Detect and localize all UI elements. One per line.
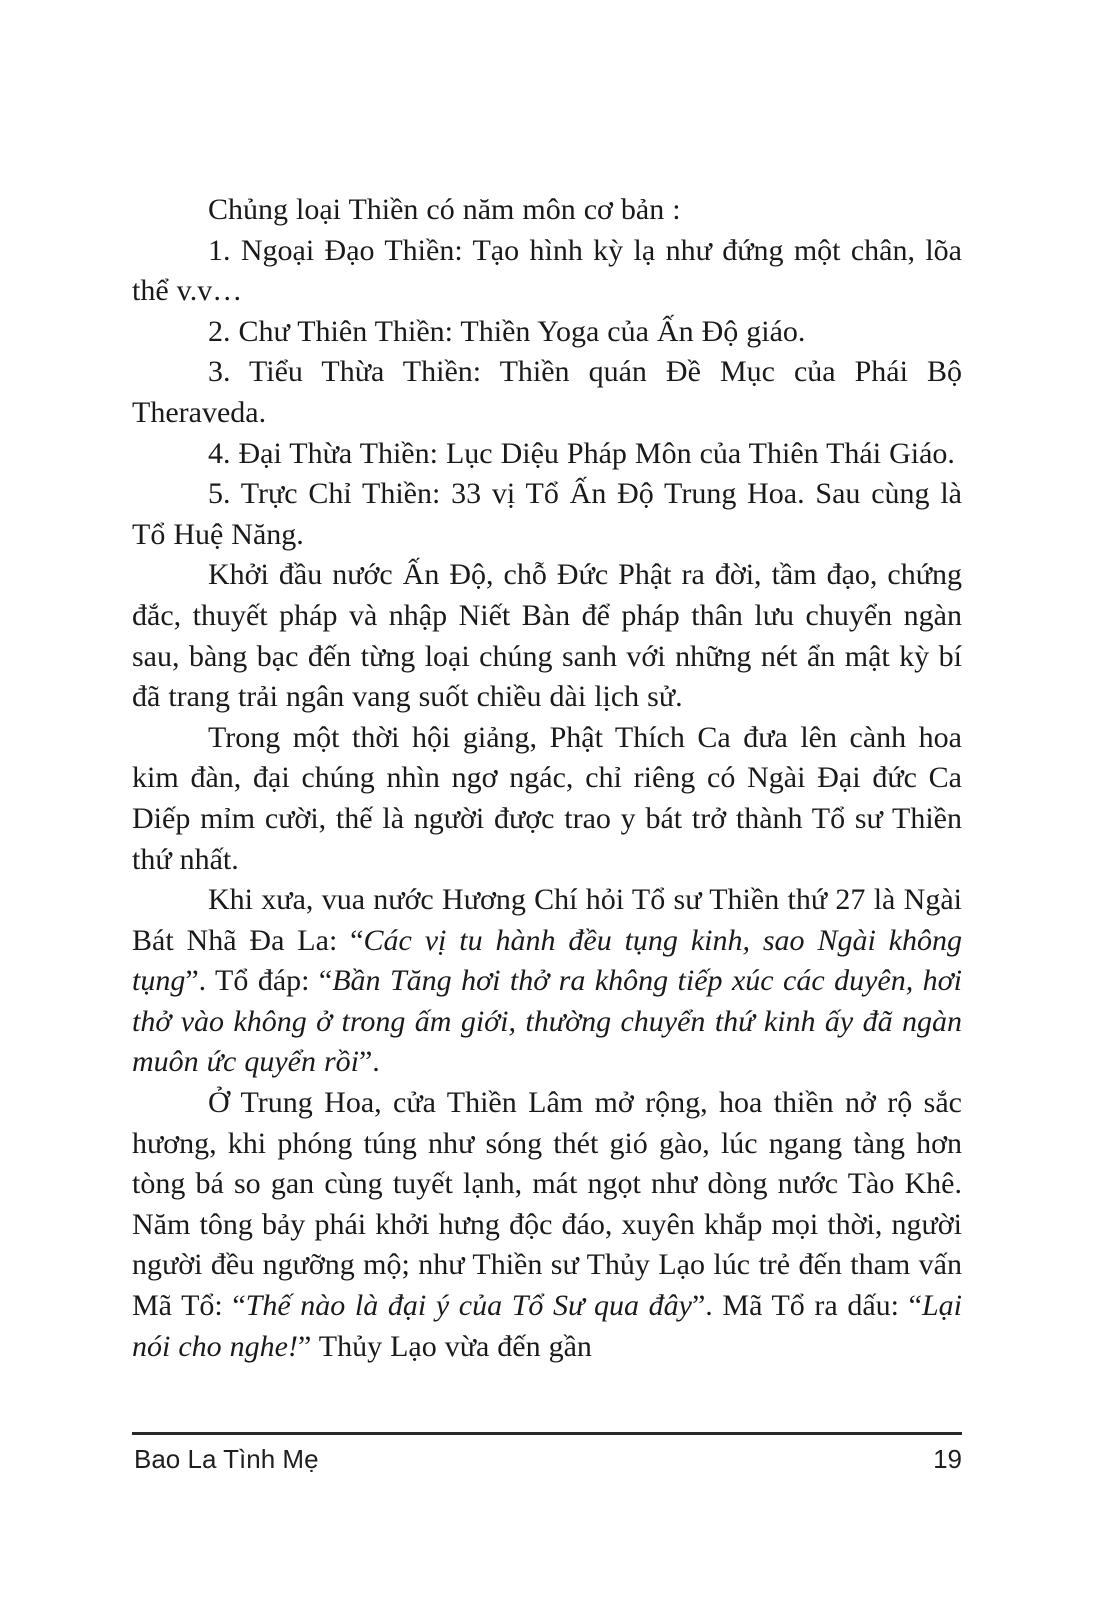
text-run: Khi xưa, vua nước Hương Chí hỏi Tổ sư Thiền thứ 27 là Ngài Bát Nhã Đa La: “ — [132, 883, 962, 957]
paragraph-china — [132, 1083, 962, 1367]
text-run: ”. Tổ đáp: “ — [185, 964, 333, 998]
book-title: Bao La Tình Mẹ — [134, 1444, 319, 1474]
page-body — [132, 190, 962, 1367]
quote-italic: Các vị tu hành đều tụng kinh, sao Ngài không tụng — [132, 923, 962, 998]
paragraph-prajnatara — [132, 880, 962, 1083]
quote-italic: Lại nói cho nghe! — [132, 1289, 962, 1363]
page-footer — [132, 1444, 962, 1484]
list-item-2: 2. Chư Thiên Thiền: Thiền Yoga của Ấn Độ giáo. — [208, 314, 806, 348]
list-item-1: 1. Ngoại Đạo Thiền: Tạo hình kỳ lạ như đứng một chân, lõa thể v.v… — [132, 233, 962, 308]
list-item-4: 4. Đại Thừa Thiền: Lục Diệu Pháp Môn của Thiên Thái Giáo. — [208, 436, 955, 470]
text-run: ”. Mã Tổ ra dấu: “ — [691, 1289, 922, 1323]
paragraph-flower-sermon: Trong một thời hội giảng, Phật Thích Ca đưa lên cành hoa kim đàn, đại chúng nhìn ngơ ngác, chỉ riêng có Ngài Đại đức Ca Diếp mỉm cười, thế là người được trao y bát trở thành Tổ sư Thiền thứ nhất. — [132, 720, 962, 876]
paragraph-intro: Chủng loại Thiền có năm môn cơ bản : — [208, 193, 681, 226]
quote-italic: Bần Tăng hơi thở ra không tiếp xúc các duyên, hơi thở vào không ở trong ấm giới, thường chuyển thứ kinh ấy đã ngàn muôn ức quyển rồi — [132, 964, 962, 1079]
list-item-3: 3. Tiểu Thừa Thiền: Thiền quán Đề Mục của Phái Bộ Theraveda. — [132, 355, 962, 429]
list-item-5: 5. Trực Chỉ Thiền: 33 vị Tổ Ấn Độ Trung Hoa. Sau cùng là Tổ Huệ Năng. — [132, 477, 962, 551]
text-run: Ở Trung Hoa, cửa Thiền Lâm mở rộng, hoa thiền nở rộ sắc hương, khi phóng túng như sóng thét gió gào, lúc ngang tàng hơn tòng bá so gan cùng tuyết lạnh, mát ngọt như dòng nước Tào Khê. Năm tông bảy phái khởi hưng độc đáo, xuyên khắp mọi thời, người người đều ngưỡng mộ; như Thiền sư Thủy Lạo lúc trẻ đến tham vấn Mã Tổ: “ — [132, 1086, 962, 1323]
footer-divider — [132, 1432, 962, 1435]
text-run: ”. — [358, 1045, 380, 1079]
paragraph-india: Khởi đầu nước Ấn Độ, chỗ Đức Phật ra đời, tầm đạo, chứng đắc, thuyết pháp và nhập Niết Bàn để pháp thân lưu chuyển ngàn sau, bàng bạc đến từng loại chúng sanh với những nét ẩn mật kỳ bí đã trang trải ngân vang suốt chiều dài lịch sử. — [132, 558, 962, 714]
quote-italic: Thế nào là đại ý của Tổ Sư qua đây — [245, 1289, 692, 1323]
page-number: 19 — [933, 1444, 962, 1474]
text-run: ” Thủy Lạo vừa đến gần — [297, 1329, 592, 1363]
